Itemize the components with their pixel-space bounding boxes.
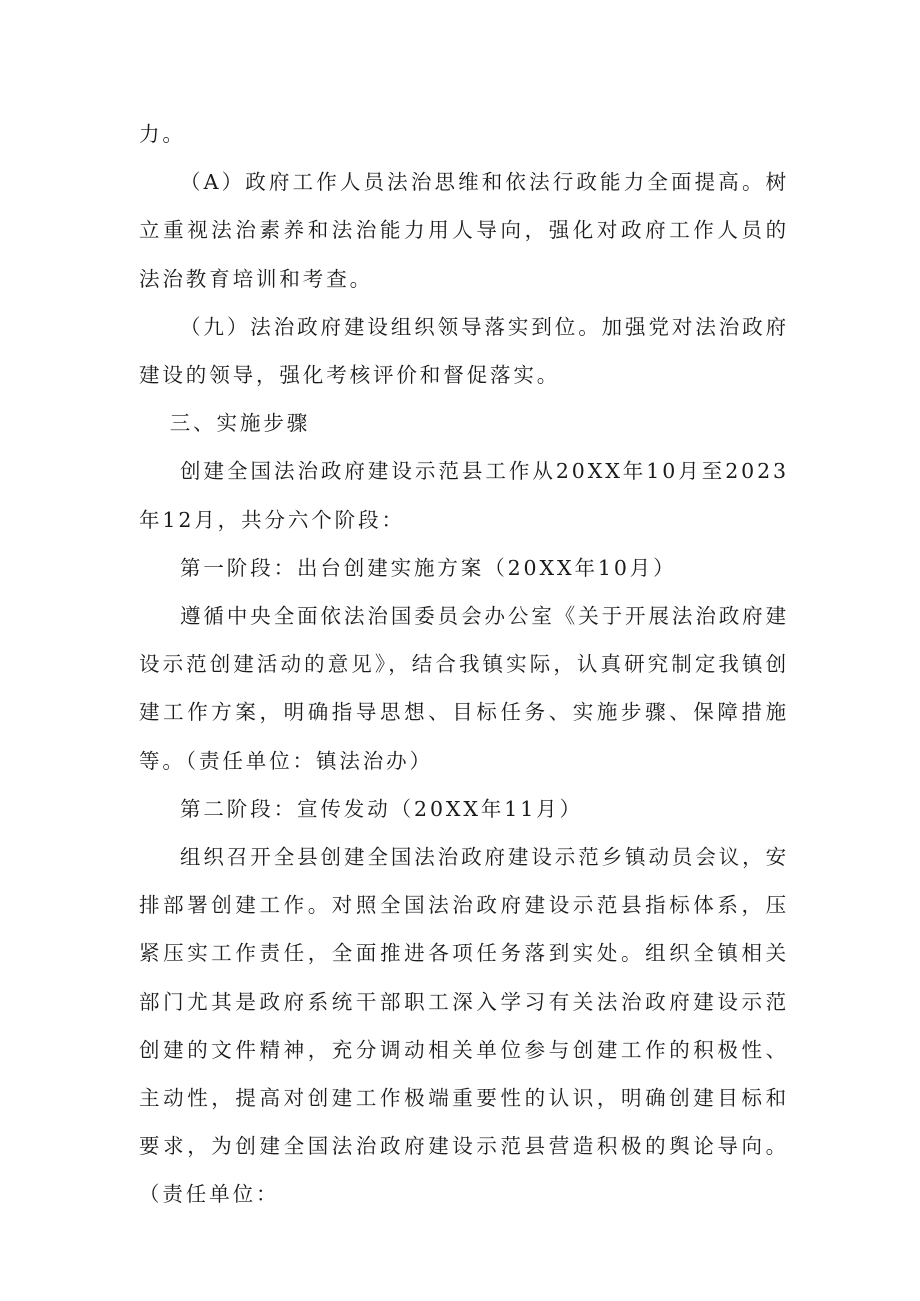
paragraph-timeline: 创建全国法治政府建设示范县工作从20XX年10月至2023年12月，共分六个阶段： [139, 459, 789, 532]
stage-one-heading: 第一阶段：出台创建实施方案（20XX年10月） [180, 555, 677, 580]
paragraph-item-a: （A）政府工作人员法治思维和依法行政能力全面提高。树立重视法治素养和法治能力用人导向，强化对政府工作人员的法治教育培训和考查。 [139, 170, 789, 291]
paragraph-item-nine: （九）法治政府建设组织领导落实到位。加强党对法治政府建设的领导，强化考核评价和督促落实。 [139, 314, 789, 388]
document-body [139, 110, 789, 1219]
stage-two-heading: 第二阶段：宣传发动（20XX年11月） [180, 796, 583, 821]
stage-two-body: 组织召开全县创建全国法治政府建设示范乡镇动员会议，安排部署创建工作。对照全国法治政府建设示范县指标体系，压紧压实工作责任，全面推进各项任务落到实处。组织全镇相关部门尤其是政府系统干部职工深入学习有关法治政府建设示范创建的文件精神，充分调动相关单位参与创建工作的积极性、主动性，提高对创建工作极端重要性的认识，明确创建目标和要求，为创建全国法治政府建设示范县营造积极的舆论导向。（责任单位： [139, 845, 789, 1207]
paragraph-continuation: 力。 [139, 122, 186, 146]
section-heading: 三、实施步骤 [169, 411, 311, 436]
stage-one-body: 遵循中央全面依法治国委员会办公室《关于开展法治政府建设示范创建活动的意见》，结合我镇实际，认真研究制定我镇创建工作方案，明确指导思想、目标任务、实施步骤、保障措施等。（责任单位：镇法治办） [139, 604, 789, 773]
